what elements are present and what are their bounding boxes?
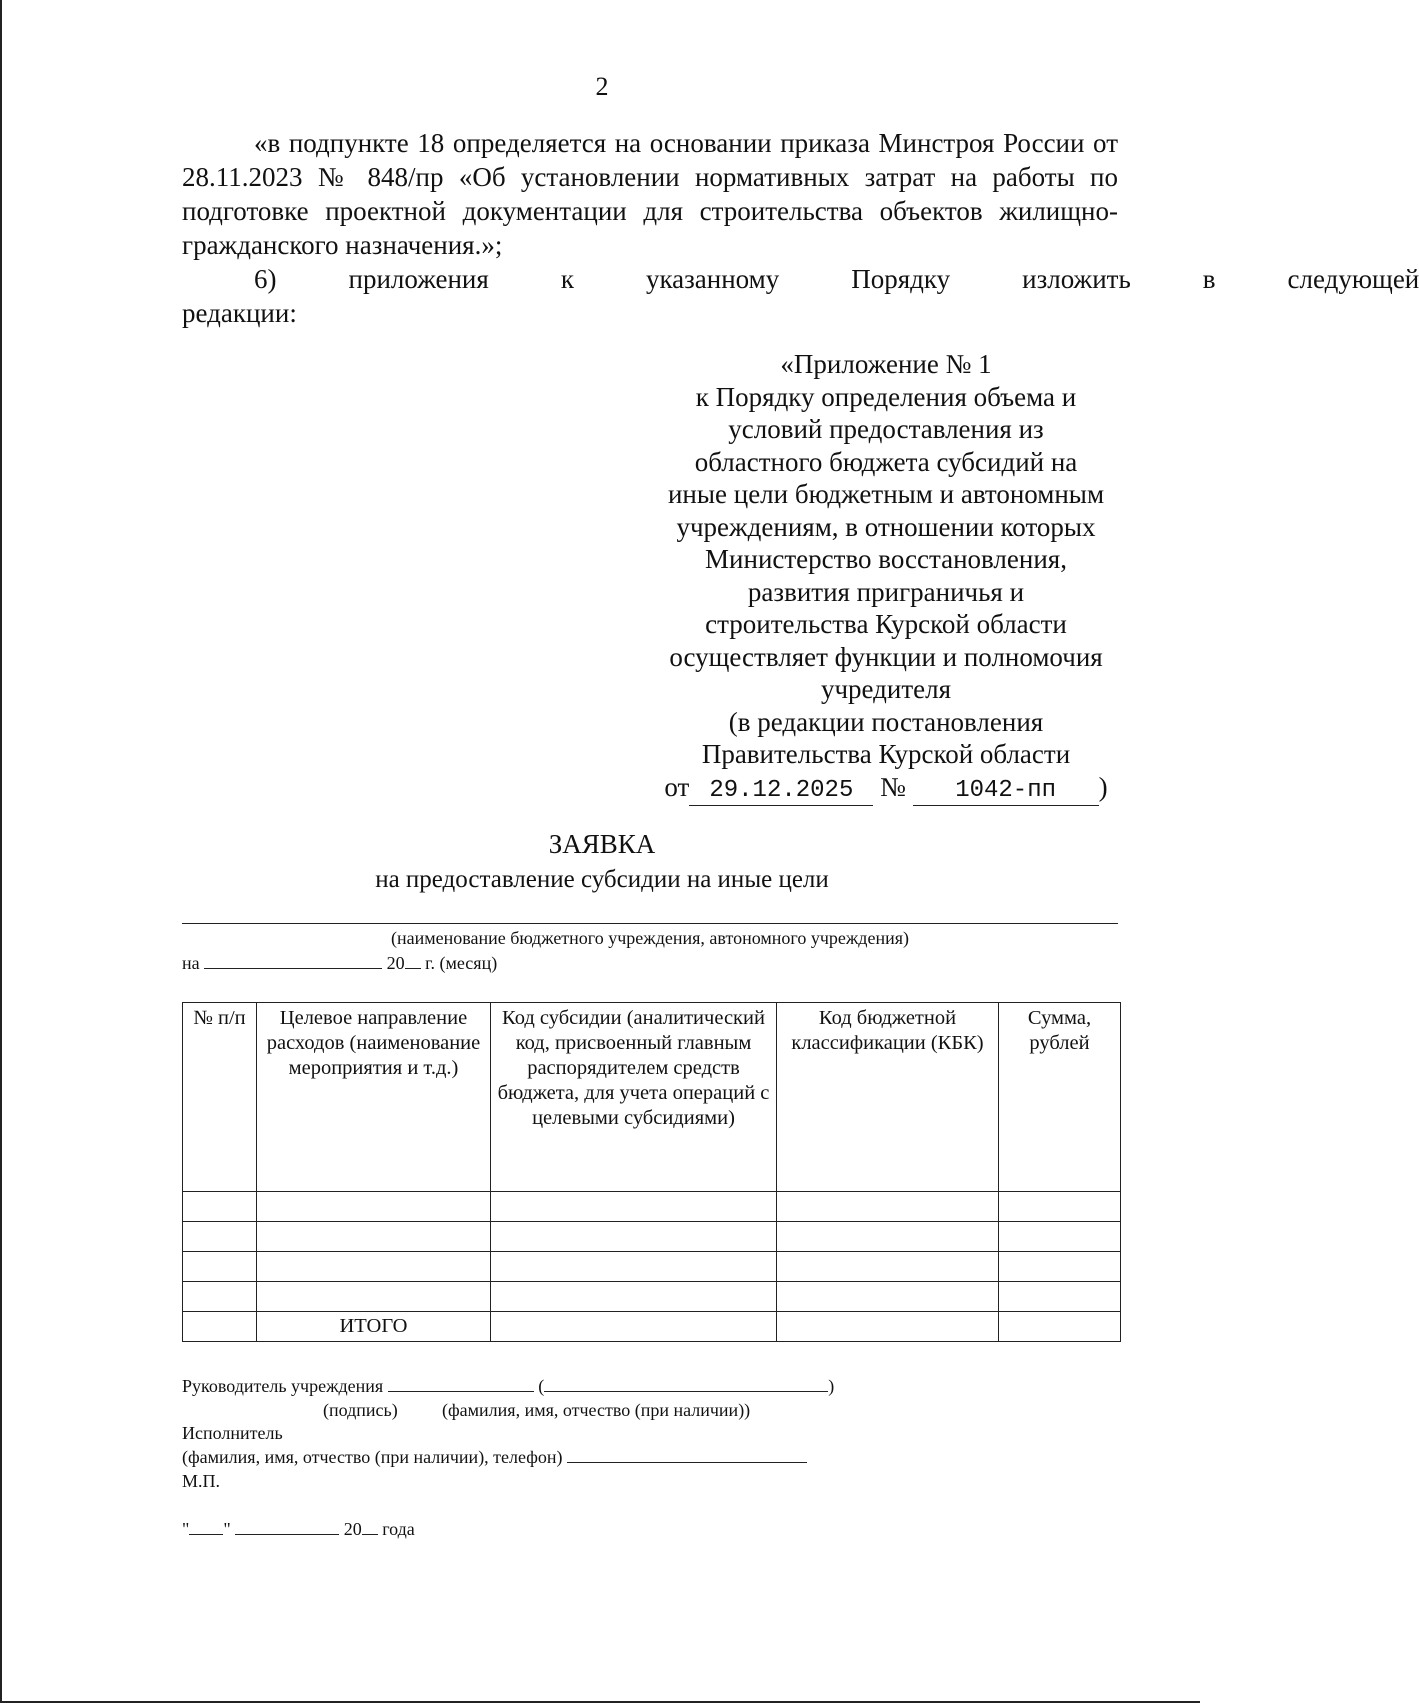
item-6-continuation: редакции:: [182, 298, 297, 328]
head-label: Руководитель учреждения: [182, 1376, 384, 1396]
appendix-line: «Приложение № 1: [780, 349, 992, 379]
resolution-date: 29.12.2025: [689, 777, 873, 806]
quote-close: ": [223, 1519, 231, 1539]
subsidy-request-table: [182, 1002, 1121, 1342]
item-6-word: в: [1202, 264, 1216, 294]
date-prefix: от: [664, 771, 690, 802]
year-blank: [362, 1518, 378, 1535]
total-label: ИТОГО: [257, 1312, 491, 1342]
executor-blank: [567, 1446, 807, 1463]
period-year-prefix: 20: [386, 953, 405, 973]
period-month-blank: [204, 952, 382, 969]
item-6-word: Порядку: [851, 264, 951, 294]
table-header-row: [183, 1003, 1121, 1192]
signature-caption: (подпись): [323, 1400, 398, 1420]
table-row: [183, 1282, 1121, 1312]
table-cell: [999, 1192, 1121, 1222]
date-suffix: года: [382, 1519, 415, 1539]
open-paren: (: [538, 1376, 545, 1396]
table-cell: [183, 1192, 257, 1222]
header-purpose: Целевое направление расходов (наименование мероприятия и т.д.): [257, 1003, 491, 1192]
table-row: [183, 1252, 1121, 1282]
table-cell: [257, 1282, 491, 1312]
table-cell: [183, 1222, 257, 1252]
appendix-line: к Порядку определения объема и: [695, 381, 1077, 412]
table-cell: [777, 1312, 999, 1342]
appendix-header: [642, 348, 1130, 806]
table-cell: [257, 1192, 491, 1222]
day-blank: [189, 1518, 223, 1535]
table-cell: [777, 1282, 999, 1312]
table-cell: [257, 1222, 491, 1252]
header-subsidy-code: Код субсидии (аналитический код, присвоенный главным распорядителем средств бюджета, для учета операций с целевыми субсидиями): [491, 1003, 777, 1192]
table-cell: [183, 1282, 257, 1312]
table-cell: [777, 1252, 999, 1282]
item-6-word: к: [560, 264, 574, 294]
appendix-line: Министерство восстановления,: [705, 544, 1067, 574]
table-cell: [491, 1252, 777, 1282]
stamp-label: М.П.: [182, 1471, 221, 1491]
paragraph-item-6: [182, 262, 1419, 296]
appendix-date-line: [642, 771, 1130, 806]
table-cell: [491, 1192, 777, 1222]
signature-blank: [388, 1375, 534, 1392]
item-6-word: указанному: [645, 264, 780, 294]
appendix-line: иные цели бюджетным и автономным: [667, 479, 1105, 509]
appendix-line: развития приграничья и: [747, 576, 1025, 607]
item-6-word: приложения: [348, 264, 489, 294]
header-kbk: Код бюджетной классификации (КБК): [777, 1003, 999, 1192]
item-6-word: следующей: [1287, 264, 1419, 294]
month-blank: [235, 1518, 339, 1535]
form-title: ЗАЯВКА: [548, 829, 656, 859]
table-cell: [257, 1252, 491, 1282]
executor-label: Исполнитель: [182, 1423, 283, 1443]
date-year-prefix: 20: [343, 1519, 362, 1539]
closing-paren: ): [1098, 771, 1108, 802]
appendix-line: строительства Курской области: [705, 609, 1067, 639]
item-6-word: изложить: [1022, 264, 1131, 294]
name-blank: [544, 1375, 828, 1392]
table-cell: [491, 1282, 777, 1312]
table-cell: [183, 1312, 257, 1342]
institution-caption: (наименование бюджетного учреждения, автономного учреждения): [391, 928, 909, 948]
table-cell: [777, 1192, 999, 1222]
resolution-number: 1042-пп: [913, 777, 1099, 806]
table-cell: [999, 1312, 1121, 1342]
table-cell: [999, 1282, 1121, 1312]
period-line: [182, 952, 497, 974]
table-cell: [183, 1252, 257, 1282]
name-caption: (фамилия, имя, отчество (при наличии)): [442, 1400, 751, 1420]
number-sign: №: [880, 771, 906, 802]
table-row: [183, 1222, 1121, 1252]
appendix-line: Правительства Курской области: [701, 739, 1071, 769]
period-suffix: г. (месяц): [425, 953, 498, 973]
appendix-line: учреждениям, в отношении которых: [676, 511, 1096, 542]
appendix-line: условий предоставления из: [728, 414, 1044, 444]
appendix-line: осуществляет функции и полномочия: [669, 641, 1103, 672]
header-number: № п/п: [183, 1003, 257, 1192]
executor-caption: (фамилия, имя, отчество (при наличии), телефон): [182, 1447, 563, 1467]
table-cell: [777, 1222, 999, 1252]
item-6-number: 6): [254, 264, 277, 294]
table-cell: [999, 1252, 1121, 1282]
appendix-line: областного бюджета субсидий на: [694, 446, 1078, 477]
body-text: [182, 126, 1419, 330]
table-row: [183, 1192, 1121, 1222]
header-amount: Сумма, рублей: [999, 1003, 1121, 1192]
table-cell: [491, 1312, 777, 1342]
executor-line: [182, 1446, 807, 1468]
institution-name-line: [182, 923, 1118, 924]
close-paren: ): [828, 1376, 835, 1396]
table-cell: [999, 1222, 1121, 1252]
date-line: [182, 1518, 415, 1540]
period-year-blank: [405, 952, 421, 969]
quote-open: ": [182, 1519, 190, 1539]
head-signature-line: [182, 1375, 834, 1397]
period-prefix: на: [182, 953, 200, 973]
table-total-row: [183, 1312, 1121, 1342]
appendix-line: учредителя: [820, 674, 952, 704]
table-cell: [491, 1222, 777, 1252]
page-number: 2: [595, 72, 609, 101]
form-subtitle: на предоставление субсидии на иные цели: [375, 866, 829, 893]
appendix-line: (в редакции постановления: [728, 706, 1044, 737]
paragraph-subitem-18: «в подпункте 18 определяется на основании приказа Минстроя России от 28.11.2023 № 848/пр «Об установлении нормативных затрат на работы по подготовке проектной документации для строительства объектов жилищно-гражданского назначения.»;: [182, 128, 1118, 260]
